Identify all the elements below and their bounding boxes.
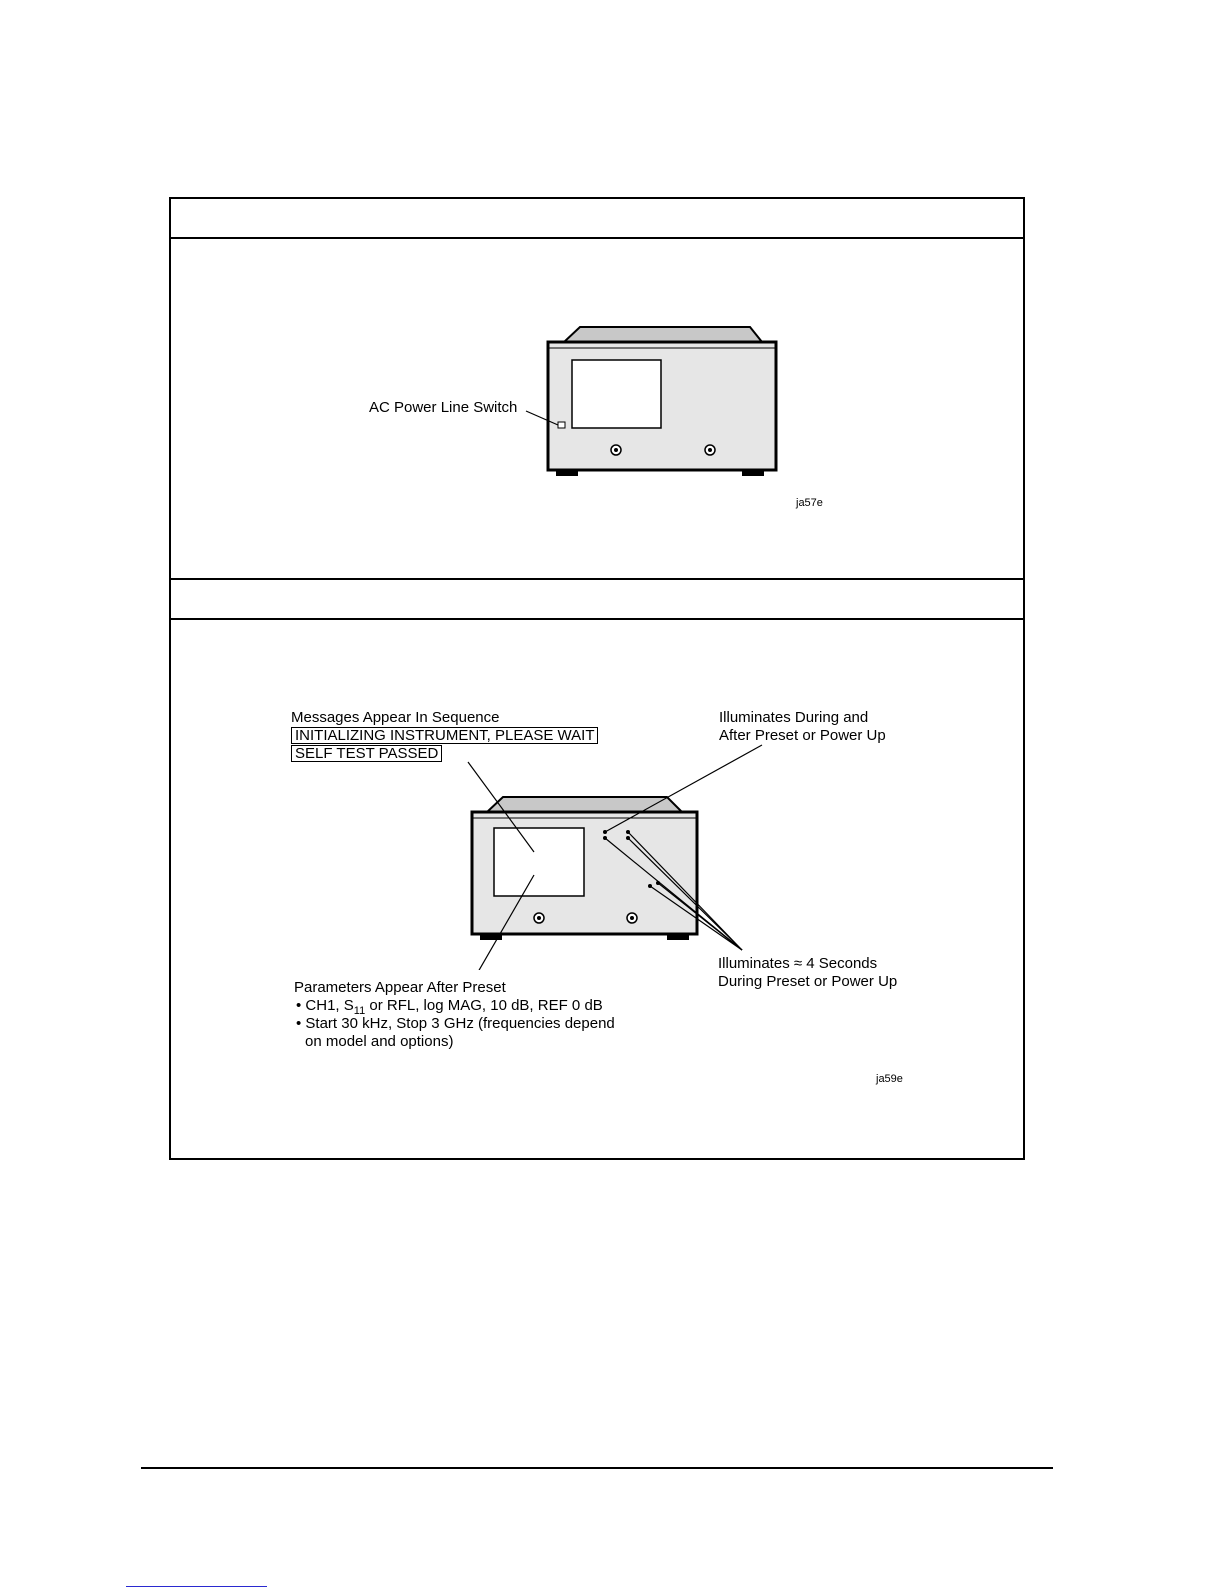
power-switch-label: AC Power Line Switch [369, 399, 518, 416]
instrument-front-panel-illustration [540, 320, 790, 480]
leader-line [520, 405, 570, 430]
illuminates-label-line2: After Preset or Power Up [719, 727, 886, 744]
parameter-2-line2: on model and options) [305, 1033, 454, 1050]
parameter-1-subscript: 11 [353, 1005, 366, 1017]
table-divider [171, 237, 1023, 239]
table-divider [171, 618, 1023, 620]
messages-title: Messages Appear In Sequence [291, 709, 500, 726]
parameter-2-line1: Start 30 kHz, Stop 3 GHz (frequencies depend [305, 1015, 615, 1032]
parameter-2: • Start 30 kHz, Stop 3 GHz (frequencies depend [296, 1015, 615, 1032]
parameter-1: • CH1, $S_{11}$ or RFL, log MAG, 10 dB, REF 0 dB [296, 997, 603, 1017]
message-initializing: INITIALIZING INSTRUMENT, PLEASE WAIT [291, 727, 598, 744]
parameter-1-suffix: or RFL, log MAG, 10 dB, REF 0 dB [365, 997, 603, 1014]
figure-id: ja59e [876, 1073, 903, 1085]
message-self-test: SELF TEST PASSED [291, 745, 442, 762]
figure-id: ja57e [796, 497, 823, 509]
four-seconds-label-line1: Illuminates ≈ 4 Seconds [718, 955, 878, 972]
parameter-1-prefix: CH1, S [305, 997, 354, 1014]
parameters-title: Parameters Appear After Preset [294, 979, 506, 996]
illuminates-label-line1: Illuminates During and [719, 709, 869, 726]
table-divider [171, 578, 1023, 580]
instrument-preset-illustration [460, 740, 780, 970]
footer-rule [141, 1467, 1053, 1469]
four-seconds-label-line2: During Preset or Power Up [718, 973, 898, 990]
